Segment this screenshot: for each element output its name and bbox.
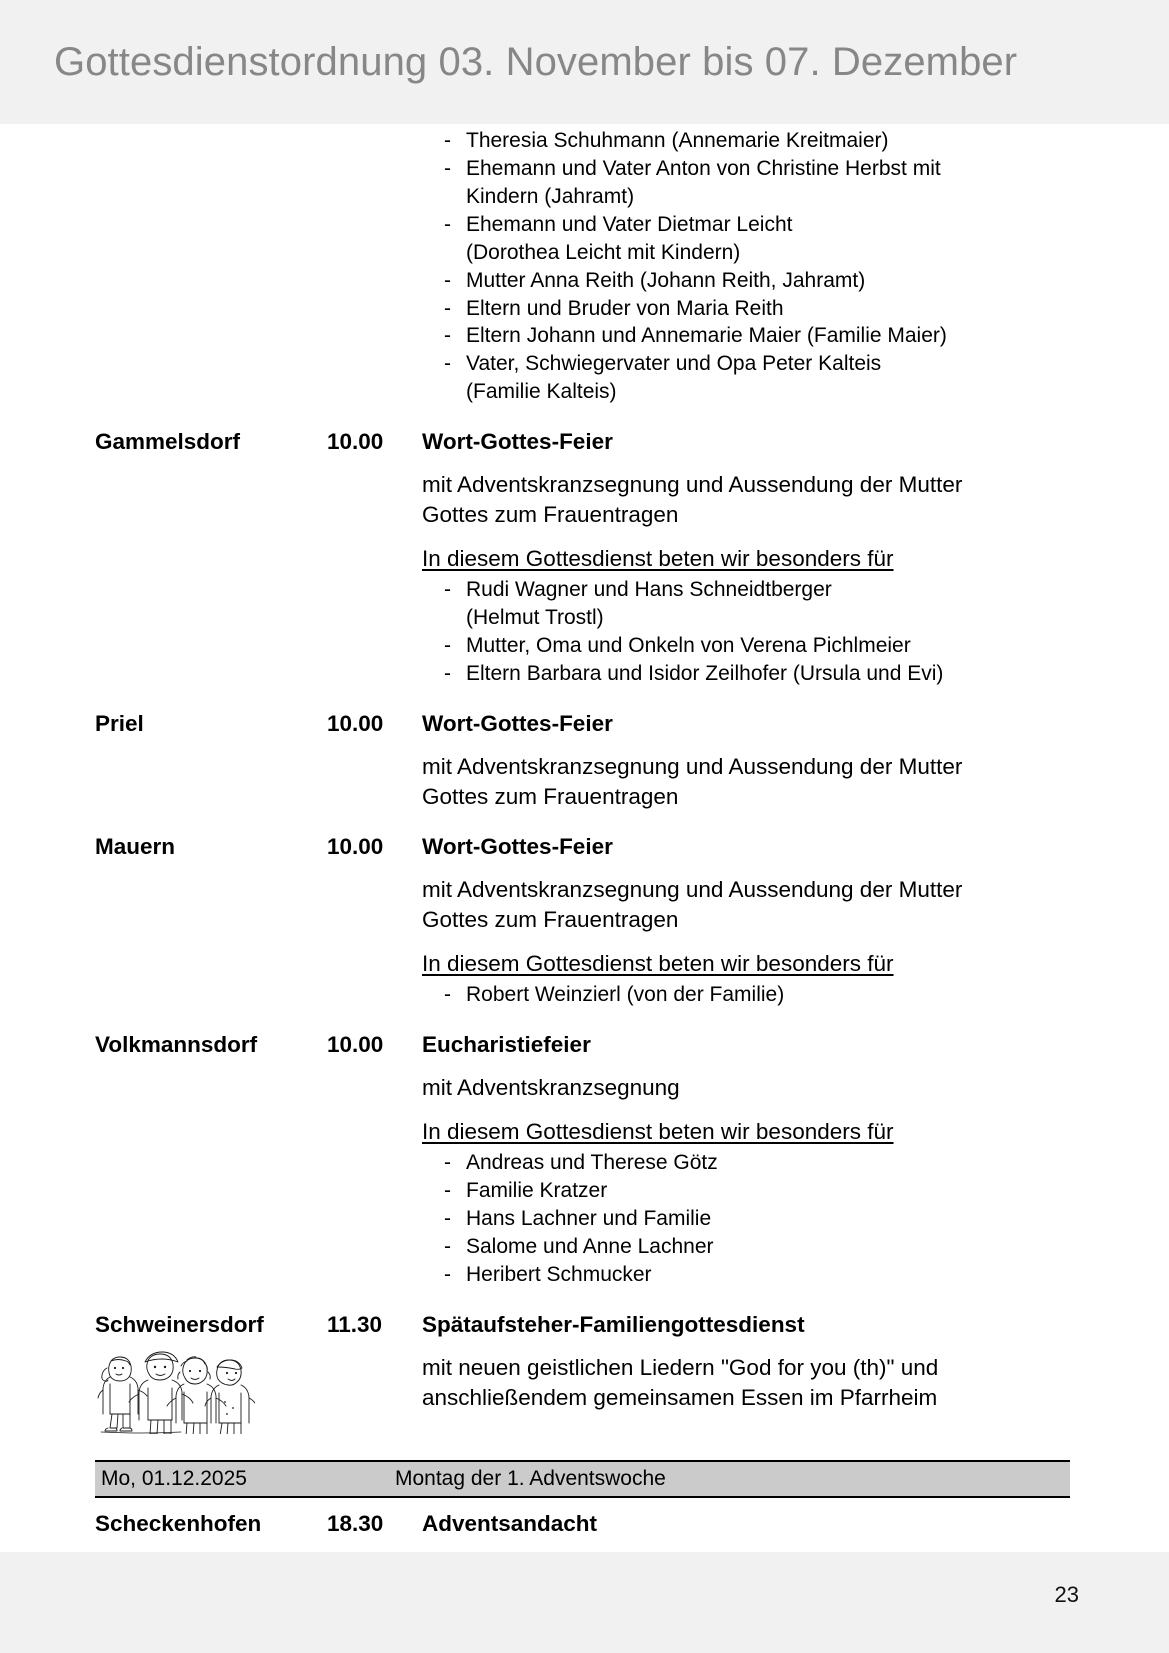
service-place: Mauern (95, 834, 176, 860)
service-time: 18.30 (327, 1510, 384, 1536)
service-place: Gammelsdorf (95, 429, 241, 455)
service-body (422, 1311, 1074, 1434)
service-time: 10.00 (327, 834, 384, 860)
dash-bullet-icon: - (444, 661, 451, 685)
service-entry-volkmannsdorf (95, 1031, 1074, 1289)
intention-item (444, 1205, 1074, 1233)
service-note: mit Adventskranzsegnung und Aussendung der Mutter Gottes zum Frauentragen (422, 753, 963, 809)
intention-text: Robert Weinzierl (von der Familie) (466, 983, 785, 1007)
intention-item (444, 632, 1074, 660)
service-body (422, 833, 1074, 1009)
dash-bullet-icon: - (444, 578, 451, 602)
day-header-band (95, 1460, 1070, 1498)
intention-text: Mutter Anna Reith (Johann Reith, Jahramt) (466, 268, 866, 292)
service-entry-gammelsdorf (95, 428, 1074, 688)
service-place: Schweinersdorf (95, 1311, 264, 1337)
service-place: Volkmannsdorf (95, 1032, 258, 1058)
intention-text: Theresia Schuhmann (Annemarie Kreitmaier) (466, 129, 889, 152)
intention-text: Rudi Wagner und Hans Schneidtberger (466, 578, 832, 602)
day-date: Mo, 01.12.2025 (101, 1466, 247, 1490)
intention-text-continued: (Helmut Trostl) (466, 606, 604, 630)
viewer-header (0, 0, 1169, 124)
intention-text-continued: Kindern (Jahramt) (466, 184, 635, 208)
intention-text: Ehemann und Vater Dietmar Leicht (466, 212, 793, 236)
prayer-intentions-heading: In diesem Gottesdienst beten wir besonders für (422, 951, 894, 977)
page-number: 23 (1054, 1582, 1079, 1607)
intention-list (422, 576, 1074, 688)
service-place: Priel (95, 710, 144, 736)
service-place: Scheckenhofen (95, 1510, 262, 1536)
document-page (0, 124, 1169, 1552)
service-note: mit Adventskranzsegnung und Aussendung der Mutter Gottes zum Frauentragen (422, 472, 963, 527)
dash-bullet-icon: - (444, 212, 451, 236)
intention-item (444, 267, 1074, 295)
intention-text: Eltern Barbara und Isidor Zeilhofer (Ursula und Evi) (466, 661, 944, 685)
intention-item (444, 127, 1074, 155)
service-time: 10.00 (327, 710, 384, 736)
service-title: Eucharistiefeier (422, 1032, 591, 1058)
service-note: mit Adventskranzsegnung und Aussendung der Mutter Gottes zum Frauentragen (422, 877, 963, 933)
service-entry-priel (95, 710, 1074, 812)
dash-bullet-icon: - (444, 296, 451, 320)
dash-bullet-icon: - (444, 633, 451, 657)
service-title: Wort-Gottes-Feier (422, 834, 613, 860)
service-title: Wort-Gottes-Feier (422, 429, 613, 455)
intention-text: Mutter, Oma und Onkeln von Verena Pichlmeier (466, 633, 911, 657)
service-time: 11.30 (327, 1311, 383, 1337)
intention-list (422, 981, 1074, 1009)
intention-list (422, 127, 1074, 406)
intention-item (444, 295, 1074, 323)
day-liturgical-name: Montag der 1. Adventswoche (395, 1466, 666, 1490)
intention-text: Familie Kratzer (466, 1179, 608, 1203)
intention-item (444, 981, 1074, 1009)
service-title: Wort-Gottes-Feier (422, 710, 613, 736)
service-time: 10.00 (327, 1032, 384, 1058)
dash-bullet-icon: - (444, 1207, 451, 1231)
intention-item (444, 211, 1074, 267)
dash-bullet-icon: - (444, 983, 451, 1007)
service-entry-mauern (95, 833, 1074, 1009)
intention-item (444, 660, 1074, 688)
intention-text: Heribert Schmucker (466, 1262, 652, 1286)
intention-text: Salome und Anne Lachner (466, 1234, 714, 1258)
time-column-spacer (327, 124, 422, 406)
dash-bullet-icon: - (444, 129, 451, 152)
dash-bullet-icon: - (444, 268, 451, 292)
dash-bullet-icon: - (444, 352, 451, 376)
intention-text: Vater, Schwiegervater und Opa Peter Kalteis (466, 352, 882, 376)
intention-item (444, 1149, 1074, 1177)
dash-bullet-icon: - (444, 156, 451, 180)
service-body (422, 428, 1074, 688)
intention-text-continued: (Dorothea Leicht mit Kindern) (466, 240, 741, 264)
place-column-spacer (95, 124, 327, 406)
service-entry-schweinersdorf (95, 1311, 1074, 1434)
intention-item (444, 576, 1074, 632)
carryover-intentions-block (95, 124, 1074, 406)
prayer-intentions-heading: In diesem Gottesdienst beten wir besonders für (422, 545, 894, 571)
service-title: Adventsandacht (422, 1510, 598, 1536)
intention-text: Andreas und Therese Götz (466, 1151, 718, 1175)
intention-text: Ehemann und Vater Anton von Christine Herbst mit (466, 156, 941, 180)
dash-bullet-icon: - (444, 1262, 451, 1286)
service-entry-scheckenhofen (95, 1510, 1074, 1537)
intention-text: Eltern Johann und Annemarie Maier (Familie Maier) (466, 324, 947, 348)
viewer-footer (0, 1552, 1169, 1653)
service-body (422, 1031, 1074, 1289)
intention-list (422, 1149, 1074, 1289)
service-note: mit Adventskranzsegnung (422, 1075, 680, 1101)
service-note: mit neuen geistlichen Liedern "God for you (th)" und anschließendem gemeinsamen Essen im Pfarrheim (422, 1354, 939, 1410)
intention-item (444, 1177, 1074, 1205)
dash-bullet-icon: - (444, 1151, 451, 1175)
dash-bullet-icon: - (444, 324, 451, 348)
dash-bullet-icon: - (444, 1179, 451, 1203)
intention-text: Eltern und Bruder von Maria Reith (466, 296, 784, 320)
intention-text-continued: (Familie Kalteis) (466, 380, 617, 404)
intention-item (444, 350, 1074, 406)
document-title: Gottesdienstordnung 03. November bis 07. Dezember (54, 39, 1018, 84)
service-body (422, 710, 1074, 812)
service-title: Spätaufsteher-Familiengottesdienst (422, 1311, 805, 1337)
carryover-intentions-body (422, 124, 1074, 406)
intention-item (444, 322, 1074, 350)
intention-item (444, 155, 1074, 211)
service-time: 10.00 (327, 429, 384, 455)
prayer-intentions-heading: In diesem Gottesdienst beten wir besonders für (422, 1118, 894, 1144)
service-place-column (95, 1311, 327, 1434)
children-group-illustration (95, 1344, 255, 1434)
intention-item (444, 1233, 1074, 1261)
intention-item (444, 1261, 1074, 1289)
dash-bullet-icon: - (444, 1234, 451, 1258)
intention-text: Hans Lachner und Familie (466, 1207, 712, 1231)
